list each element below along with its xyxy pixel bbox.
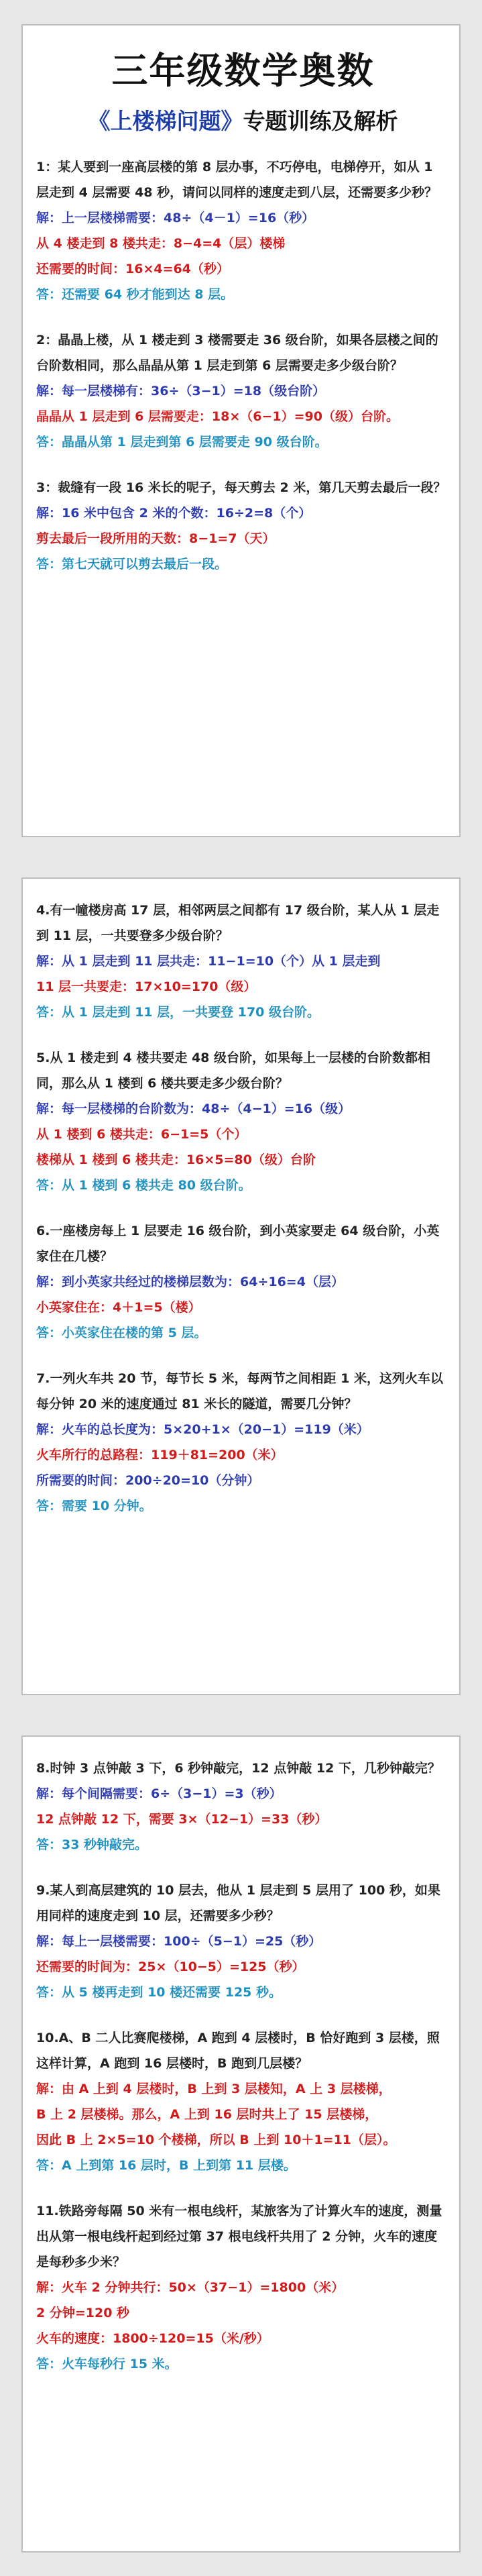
problem-question: 9.某人到高层建筑的 10 层去，他从 1 层走到 5 层用了 100 秒，如果用同样的速度走到 10 层，还需要多少秒？	[36, 1883, 440, 1923]
problem-block	[36, 1045, 450, 1198]
subtitle-suffix: 专题训练及解析	[243, 107, 398, 134]
solution-line: 火车所行的总路程：119＋81=200（米）	[36, 1448, 284, 1462]
subtitle-topic: 《上楼梯问题》	[88, 107, 243, 134]
page-subtitle	[36, 107, 450, 136]
problem-question: 4.有一幢楼房高 17 层，相邻两层之间都有 17 级台阶，某人从 1 层走到 11 层，一共要登多少级台阶？	[36, 903, 440, 943]
problem-block	[36, 327, 450, 455]
problem-block	[36, 1756, 450, 1858]
solution-line: 答：从 1 层走到 11 层，一共要登 170 级台阶。	[36, 1005, 320, 1020]
problem-block	[36, 154, 450, 307]
solution-line: 因此 B 上 2×5=10 个楼梯，所以 B 上到 10＋1=11（层）。	[36, 2133, 396, 2147]
worksheet-card-2	[21, 877, 461, 1695]
solution-line: 小英家住在：4＋1=5（楼）	[36, 1300, 201, 1315]
solution-line: B 上 2 层楼梯。那么，A 上到 16 层时共上了 15 层楼梯，	[36, 2107, 378, 2122]
worksheet-card-3	[21, 1735, 461, 2553]
solution-line: 火车的速度：1800÷120=15（米/秒）	[36, 2331, 269, 2346]
solution-line: 解：上一层楼梯需要：48÷（4－1）=16（秒）	[36, 211, 315, 226]
problem-block	[36, 2025, 450, 2178]
problem-question: 8.时钟 3 点钟敲 3 下，6 秒钟敲完，12 点钟敲 12 下，几秒钟敲完？	[36, 1761, 440, 1776]
solution-line: 12 点钟敲 12 下，需要 3×（12−1）=33（秒）	[36, 1812, 328, 1827]
solution-line: 答：从 1 楼到 6 楼共走 80 级台阶。	[36, 1178, 251, 1193]
solution-line: 解：每上一层楼需要：100÷（5−1）=25（秒）	[36, 1934, 322, 1949]
solution-line: 晶晶从 1 层走到 6 层需要走：18×（6−1）=90（级）台阶。	[36, 409, 399, 425]
worksheet-card-1	[21, 24, 461, 837]
problem-question: 6.一座楼房每上 1 层要走 16 级台阶，到小英家要走 64 级台阶，小英家住在几楼？	[36, 1224, 440, 1264]
problem-block	[36, 1366, 450, 1519]
solution-line: 解：16 米中包含 2 米的个数：16÷2=8（个）	[36, 506, 312, 521]
problem-question: 3：裁缝有一段 16 米长的呢子，每天剪去 2 米，第几天剪去最后一段？	[36, 480, 446, 496]
solution-line: 答：33 秒钟敲完。	[36, 1837, 148, 1852]
solution-line: 解：每个间隔需要：6÷（3−1）=3（秒）	[36, 1786, 282, 1801]
problem-question: 7.一列火车共 20 节，每节长 5 米，每两节之间相距 1 米，这列火车以每分钟 20 米的速度通过 81 米长的隧道，需要几分钟？	[36, 1371, 444, 1411]
problem-question: 5.从 1 楼走到 4 楼共要走 48 级台阶，如果每上一层楼的台阶数都相同，那么从 1 楼到 6 楼共要走多少级台阶？	[36, 1051, 431, 1091]
solution-line: 答：从 5 楼再走到 10 楼还需要 125 秒。	[36, 1985, 282, 2000]
problem-question: 1：某人要到一座高层楼的第 8 层办事，不巧停电，电梯停开，如从 1 层走到 4 层需要 48 秒，请问以同样的速度走到八层，还需要多少秒？	[36, 160, 438, 201]
problem-question: 10.A、B 二人比赛爬楼梯，A 跑到 4 层楼时，B 恰好跑到 3 层楼，照这样计算，A 跑到 16 层楼时，B 跑到几层楼？	[36, 2031, 440, 2071]
solution-line: 还需要的时间为：25×（10−5）=125（秒）	[36, 1960, 305, 1974]
solution-line: 答：还需要 64 秒才能到达 8 层。	[36, 287, 234, 303]
solution-line: 解：每一层楼梯的台阶数为：48÷（4−1）=16（级）	[36, 1102, 351, 1116]
problem-block	[36, 1878, 450, 2005]
solution-line: 2 分钟=120 秒	[36, 2306, 130, 2320]
problem-question: 11.铁路旁每隔 50 米有一根电线杆，某旅客为了计算火车的速度，测量出从第一根电线杆起到经过第 37 根电线杆共用了 2 分钟，火车的速度是每秒多少米？	[36, 2204, 442, 2269]
solution-line: 剪去最后一段所用的天数：8−1=7（天）	[36, 531, 276, 547]
solution-line: 答：需要 10 分钟。	[36, 1499, 152, 1513]
solution-line: 答：晶晶从第 1 层走到第 6 层需要走 90 级台阶。	[36, 435, 328, 450]
problem-block	[36, 475, 450, 577]
solution-line: 解：到小英家共经过的楼梯层数为：64÷16=4（层）	[36, 1275, 344, 1289]
problem-question: 2：晶晶上楼，从 1 楼走到 3 楼需要走 36 级台阶，如果各层楼之间的台阶数相同，那么晶晶从第 1 层走到第 6 层需要走多少级台阶？	[36, 333, 438, 374]
solution-line: 解：火车的总长度为：5×20+1×（20−1）=119（米）	[36, 1422, 369, 1437]
solution-line: 解：由 A 上到 4 层楼时，B 上到 3 层楼知，A 上 3 层楼梯，	[36, 2082, 391, 2096]
solution-line: 答：第七天就可以剪去最后一段。	[36, 557, 228, 572]
solution-line: 答：A 上到第 16 层时，B 上到第 11 层楼。	[36, 2158, 296, 2173]
solution-line: 还需要的时间：16×4=64（秒）	[36, 262, 229, 277]
solution-line: 楼梯从 1 楼到 6 楼共走：16×5=80（级）台阶	[36, 1152, 316, 1167]
solution-line: 答：小英家住在楼的第 5 层。	[36, 1326, 207, 1340]
solution-line: 从 4 楼走到 8 楼共走：8−4=4（层）楼梯	[36, 236, 286, 252]
solution-line: 所需要的时间：200÷20=10（分钟）	[36, 1473, 260, 1488]
problem-block	[36, 1218, 450, 1346]
solution-line: 从 1 楼到 6 楼共走：6−1=5（个）	[36, 1127, 247, 1142]
problem-block	[36, 2198, 450, 2377]
solution-line: 答：火车每秒行 15 米。	[36, 2357, 178, 2371]
solution-line: 解：从 1 层走到 11 层共走：11−1=10（个）从 1 层走到	[36, 954, 381, 969]
page-title: 三年级数学奥数	[111, 49, 375, 92]
problem-block	[36, 898, 450, 1025]
solution-line: 11 层一共要走：17×10=170（级）	[36, 979, 257, 994]
solution-line: 解：每一层楼梯有：36÷（3−1）=18（级台阶）	[36, 384, 326, 399]
solution-line: 解：火车 2 分钟共行：50×（37−1）=1800（米）	[36, 2280, 345, 2295]
